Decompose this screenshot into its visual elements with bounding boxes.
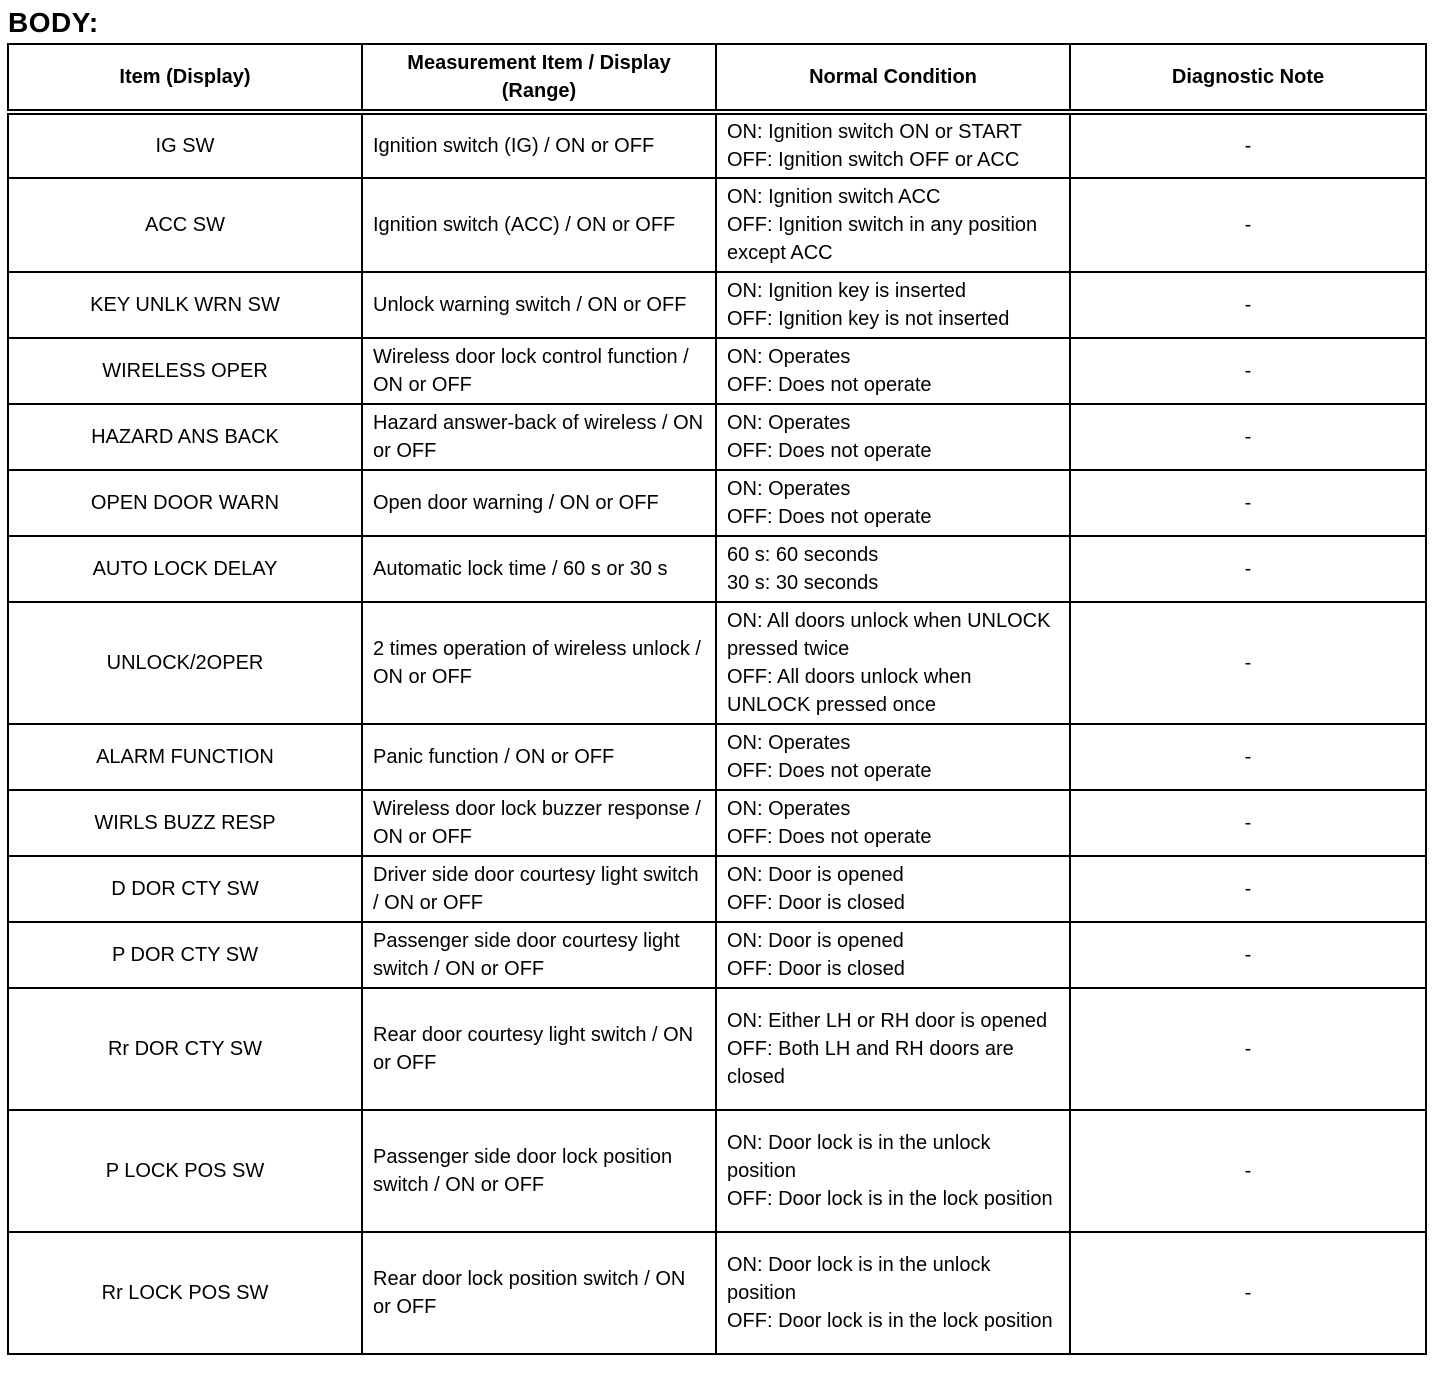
diagnostic-note-cell: - — [1070, 338, 1426, 404]
header-row — [8, 44, 1426, 112]
diagnostic-note-cell: - — [1070, 856, 1426, 922]
measurement-item-cell: Passenger side door courtesy light switch / ON or OFF — [362, 922, 716, 988]
measurement-item-cell: Panic function / ON or OFF — [362, 724, 716, 790]
diagnostic-note-cell: - — [1070, 1232, 1426, 1354]
table-row — [8, 338, 1426, 404]
measurement-item-cell: Hazard answer-back of wireless / ON or OFF — [362, 404, 716, 470]
item-display-cell: P LOCK POS SW — [8, 1110, 362, 1232]
table-row — [8, 856, 1426, 922]
item-display-cell: IG SW — [8, 112, 362, 178]
normal-condition-line: OFF: Door lock is in the lock position — [727, 1188, 1053, 1210]
normal-condition-line: OFF: Both LH and RH doors are closed — [727, 1038, 1014, 1088]
normal-condition-line: OFF: Does not operate — [727, 760, 932, 782]
table-row — [8, 112, 1426, 178]
normal-condition-line: OFF: Door is closed — [727, 892, 905, 914]
normal-condition-cell — [716, 338, 1070, 404]
measurement-item-cell: Automatic lock time / 60 s or 30 s — [362, 536, 716, 602]
normal-condition-line: ON: Ignition switch ACC — [727, 186, 941, 208]
table-row — [8, 536, 1426, 602]
diagnostic-note-cell: - — [1070, 724, 1426, 790]
table-row — [8, 724, 1426, 790]
normal-condition-line: ON: Either LH or RH door is opened — [727, 1010, 1048, 1032]
body-data-list-table — [7, 43, 1427, 1355]
normal-condition-cell — [716, 1232, 1070, 1354]
diagnostic-note-cell: - — [1070, 404, 1426, 470]
item-display-cell: UNLOCK/2OPER — [8, 602, 362, 724]
item-display-cell: OPEN DOOR WARN — [8, 470, 362, 536]
normal-condition-line: OFF: Ignition switch in any position except ACC — [727, 214, 1038, 264]
normal-condition-line: ON: Door is opened — [727, 864, 904, 886]
measurement-item-cell: Unlock warning switch / ON or OFF — [362, 272, 716, 338]
measurement-item-cell: Open door warning / ON or OFF — [362, 470, 716, 536]
item-display-cell: WIRELESS OPER — [8, 338, 362, 404]
diagnostic-note-cell: - — [1070, 1110, 1426, 1232]
table-row — [8, 1110, 1426, 1232]
table-row — [8, 272, 1426, 338]
normal-condition-line: ON: Door lock is in the unlock position — [727, 1132, 991, 1182]
normal-condition-cell — [716, 790, 1070, 856]
measurement-item-cell: 2 times operation of wireless unlock / ON or OFF — [362, 602, 716, 724]
table-header — [8, 44, 1426, 112]
header-measurement-item: Measurement Item / Display (Range) — [362, 44, 716, 112]
normal-condition-cell — [716, 922, 1070, 988]
measurement-item-cell: Wireless door lock buzzer response / ON or OFF — [362, 790, 716, 856]
section-title: BODY: — [8, 7, 99, 38]
table-row — [8, 988, 1426, 1110]
normal-condition-line: OFF: Does not operate — [727, 440, 932, 462]
diagnostic-note-cell: - — [1070, 790, 1426, 856]
normal-condition-cell — [716, 404, 1070, 470]
normal-condition-line: ON: Door is opened — [727, 930, 904, 952]
diagnostic-note-cell: - — [1070, 988, 1426, 1110]
item-display-cell: P DOR CTY SW — [8, 922, 362, 988]
measurement-item-cell: Ignition switch (IG) / ON or OFF — [362, 112, 716, 178]
item-display-cell: WIRLS BUZZ RESP — [8, 790, 362, 856]
normal-condition-line: ON: Operates — [727, 478, 851, 500]
item-display-cell: AUTO LOCK DELAY — [8, 536, 362, 602]
normal-condition-line: ON: Operates — [727, 412, 851, 434]
table-row — [8, 178, 1426, 272]
normal-condition-line: OFF: Does not operate — [727, 374, 932, 396]
item-display-cell: KEY UNLK WRN SW — [8, 272, 362, 338]
measurement-item-cell: Driver side door courtesy light switch / ON or OFF — [362, 856, 716, 922]
normal-condition-line: OFF: Ignition switch OFF or ACC — [727, 149, 1020, 171]
measurement-item-cell: Passenger side door lock position switch / ON or OFF — [362, 1110, 716, 1232]
normal-condition-line: ON: Door lock is in the unlock position — [727, 1254, 991, 1304]
diagnostic-note-cell: - — [1070, 922, 1426, 988]
table-row — [8, 922, 1426, 988]
item-display-cell: Rr LOCK POS SW — [8, 1232, 362, 1354]
normal-condition-cell — [716, 536, 1070, 602]
table-row — [8, 1232, 1426, 1354]
normal-condition-cell — [716, 178, 1070, 272]
diagnostic-note-cell: - — [1070, 112, 1426, 178]
normal-condition-line: ON: Operates — [727, 346, 851, 368]
normal-condition-line: ON: All doors unlock when UNLOCK pressed twice — [727, 610, 1051, 660]
normal-condition-cell — [716, 988, 1070, 1110]
header-diagnostic-note: Diagnostic Note — [1070, 44, 1426, 112]
normal-condition-cell — [716, 112, 1070, 178]
normal-condition-cell — [716, 856, 1070, 922]
normal-condition-line: OFF: Ignition key is not inserted — [727, 308, 1010, 330]
measurement-item-cell: Rear door courtesy light switch / ON or OFF — [362, 988, 716, 1110]
item-display-cell: HAZARD ANS BACK — [8, 404, 362, 470]
normal-condition-line: ON: Operates — [727, 732, 851, 754]
normal-condition-line: OFF: Does not operate — [727, 826, 932, 848]
table-row — [8, 470, 1426, 536]
measurement-item-cell: Wireless door lock control function / ON or OFF — [362, 338, 716, 404]
normal-condition-cell — [716, 724, 1070, 790]
item-display-cell: ALARM FUNCTION — [8, 724, 362, 790]
normal-condition-line: OFF: Door lock is in the lock position — [727, 1310, 1053, 1332]
diagnostic-note-cell: - — [1070, 272, 1426, 338]
normal-condition-cell — [716, 272, 1070, 338]
table-row — [8, 790, 1426, 856]
table-row — [8, 602, 1426, 724]
normal-condition-line: OFF: Door is closed — [727, 958, 905, 980]
normal-condition-cell — [716, 470, 1070, 536]
normal-condition-line: ON: Ignition switch ON or START — [727, 121, 1022, 143]
normal-condition-line: OFF: Does not operate — [727, 506, 932, 528]
table-body — [8, 112, 1426, 1354]
header-item-display: Item (Display) — [8, 44, 362, 112]
table-row — [8, 404, 1426, 470]
item-display-cell: Rr DOR CTY SW — [8, 988, 362, 1110]
normal-condition-line: ON: Operates — [727, 798, 851, 820]
normal-condition-line: OFF: All doors unlock when UNLOCK pressed once — [727, 666, 972, 716]
diagnostic-note-cell: - — [1070, 470, 1426, 536]
header-normal-condition: Normal Condition — [716, 44, 1070, 112]
normal-condition-line: ON: Ignition key is inserted — [727, 280, 966, 302]
diagnostic-note-cell: - — [1070, 536, 1426, 602]
measurement-item-cell: Rear door lock position switch / ON or OFF — [362, 1232, 716, 1354]
diagnostic-note-cell: - — [1070, 602, 1426, 724]
measurement-item-cell: Ignition switch (ACC) / ON or OFF — [362, 178, 716, 272]
item-display-cell: ACC SW — [8, 178, 362, 272]
normal-condition-cell — [716, 602, 1070, 724]
diagnostic-note-cell: - — [1070, 178, 1426, 272]
normal-condition-cell — [716, 1110, 1070, 1232]
normal-condition-line: 60 s: 60 seconds — [727, 544, 879, 566]
normal-condition-line: 30 s: 30 seconds — [727, 572, 879, 594]
item-display-cell: D DOR CTY SW — [8, 856, 362, 922]
